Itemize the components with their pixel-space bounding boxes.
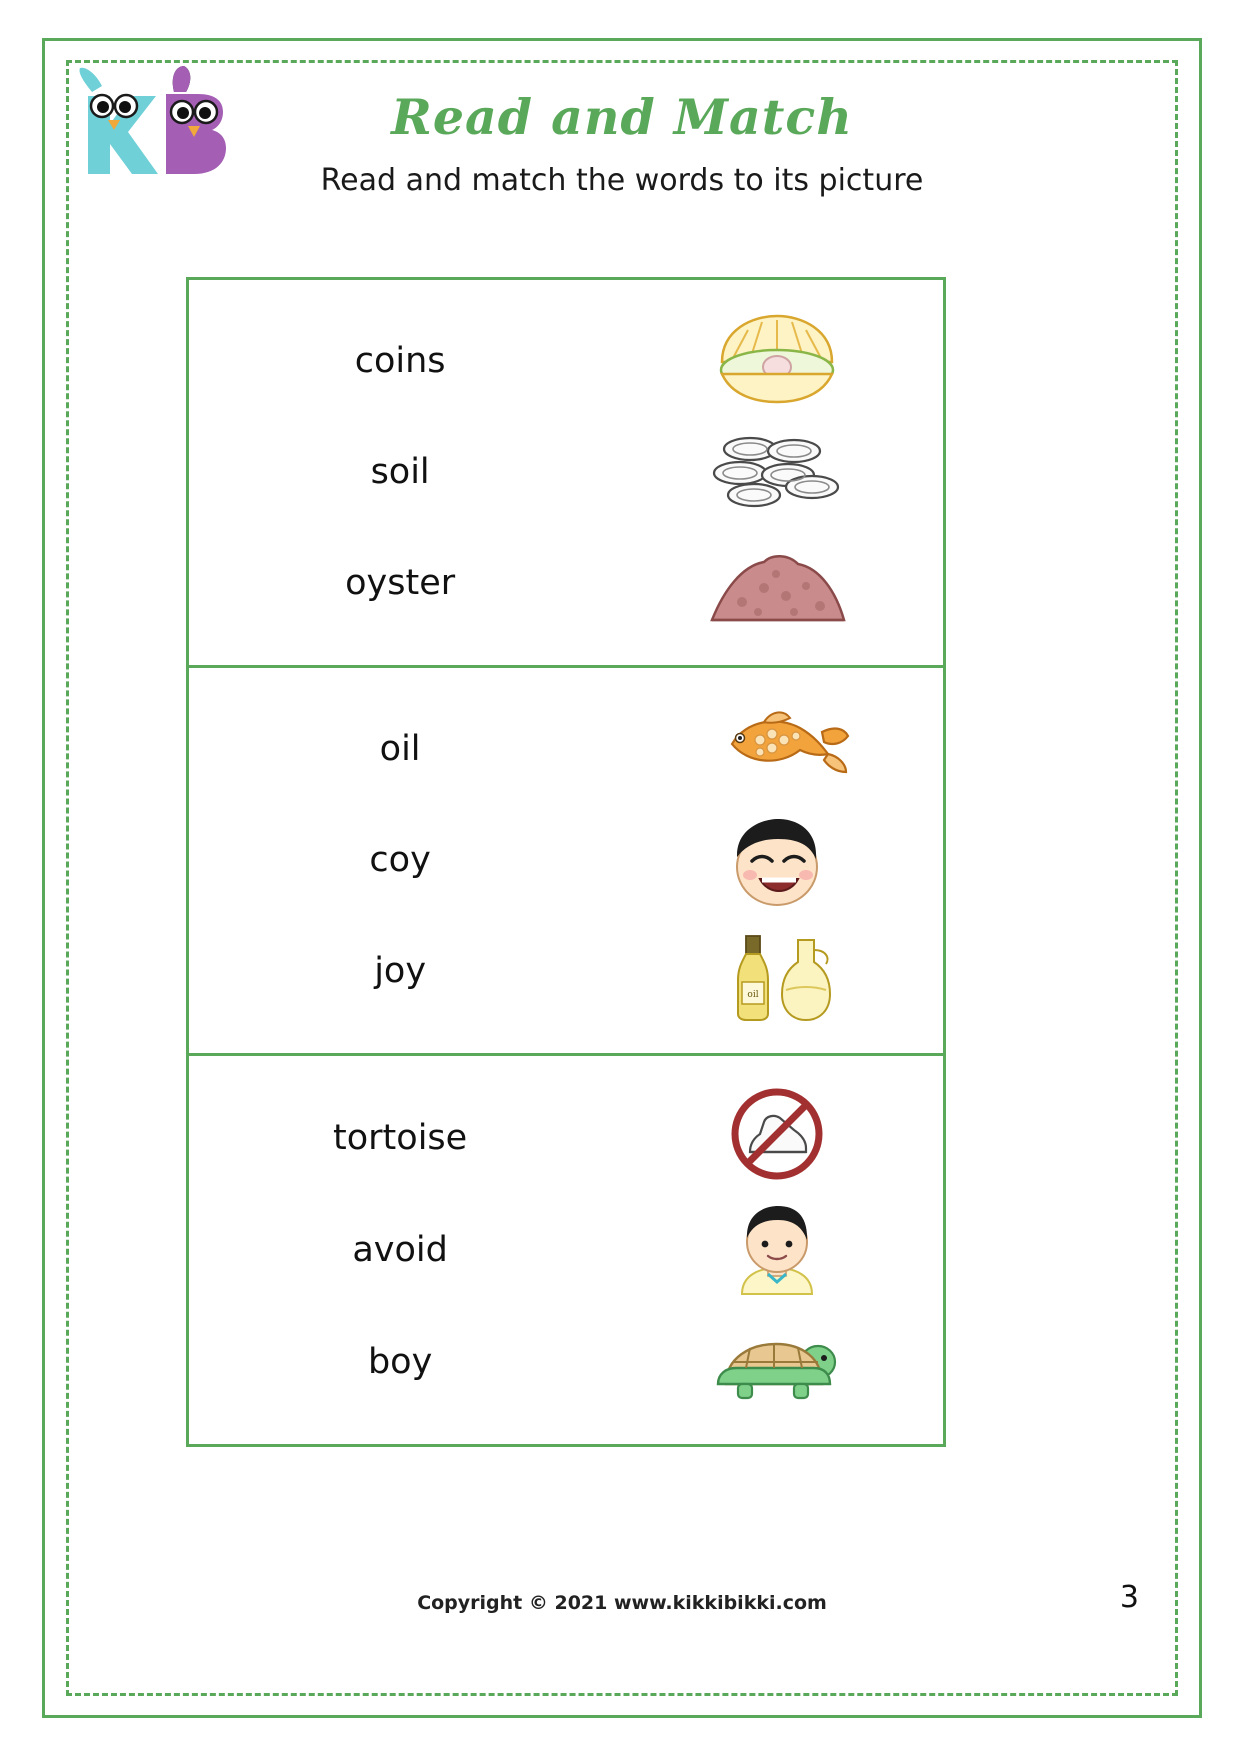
oyster-shell-icon[interactable] — [702, 310, 852, 406]
exercise-table — [186, 277, 946, 1447]
word-column — [189, 1056, 611, 1444]
word-item[interactable]: boy — [367, 1341, 433, 1382]
picture-column — [611, 668, 943, 1053]
coins-icon[interactable] — [702, 425, 852, 521]
soil-mound-icon[interactable] — [702, 540, 852, 636]
word-item[interactable]: oyster — [345, 563, 456, 603]
tortoise-icon[interactable] — [702, 1318, 852, 1414]
boy-portrait-icon[interactable] — [702, 1202, 852, 1298]
laughing-boy-face-icon[interactable] — [702, 813, 852, 909]
word-item[interactable]: avoid — [352, 1229, 448, 1270]
word-item[interactable]: tortoise — [333, 1117, 468, 1158]
word-item[interactable]: coins — [354, 341, 446, 381]
copyright-text: Copyright © 2021 www.kikkibikki.com — [417, 1592, 827, 1614]
koi-fish-icon[interactable] — [702, 698, 852, 794]
exercise-block — [189, 280, 943, 668]
picture-column — [611, 1056, 943, 1444]
word-column — [189, 280, 611, 665]
oil-bottles-icon[interactable] — [702, 928, 852, 1024]
svg-text:oil: oil — [747, 989, 759, 1000]
page-title: Read and Match — [391, 88, 853, 146]
page-number: 3 — [1119, 1580, 1139, 1615]
word-column — [189, 668, 611, 1053]
word-item[interactable]: oil — [379, 729, 421, 769]
exercise-block — [189, 1056, 943, 1444]
word-item[interactable]: coy — [369, 840, 431, 880]
exercise-block — [189, 668, 943, 1056]
no-shoes-sign-icon[interactable] — [702, 1086, 852, 1182]
picture-column — [611, 280, 943, 665]
page-subtitle: Read and match the words to its picture — [320, 163, 924, 198]
word-item[interactable]: soil — [370, 452, 430, 492]
word-item[interactable]: joy — [374, 951, 427, 991]
